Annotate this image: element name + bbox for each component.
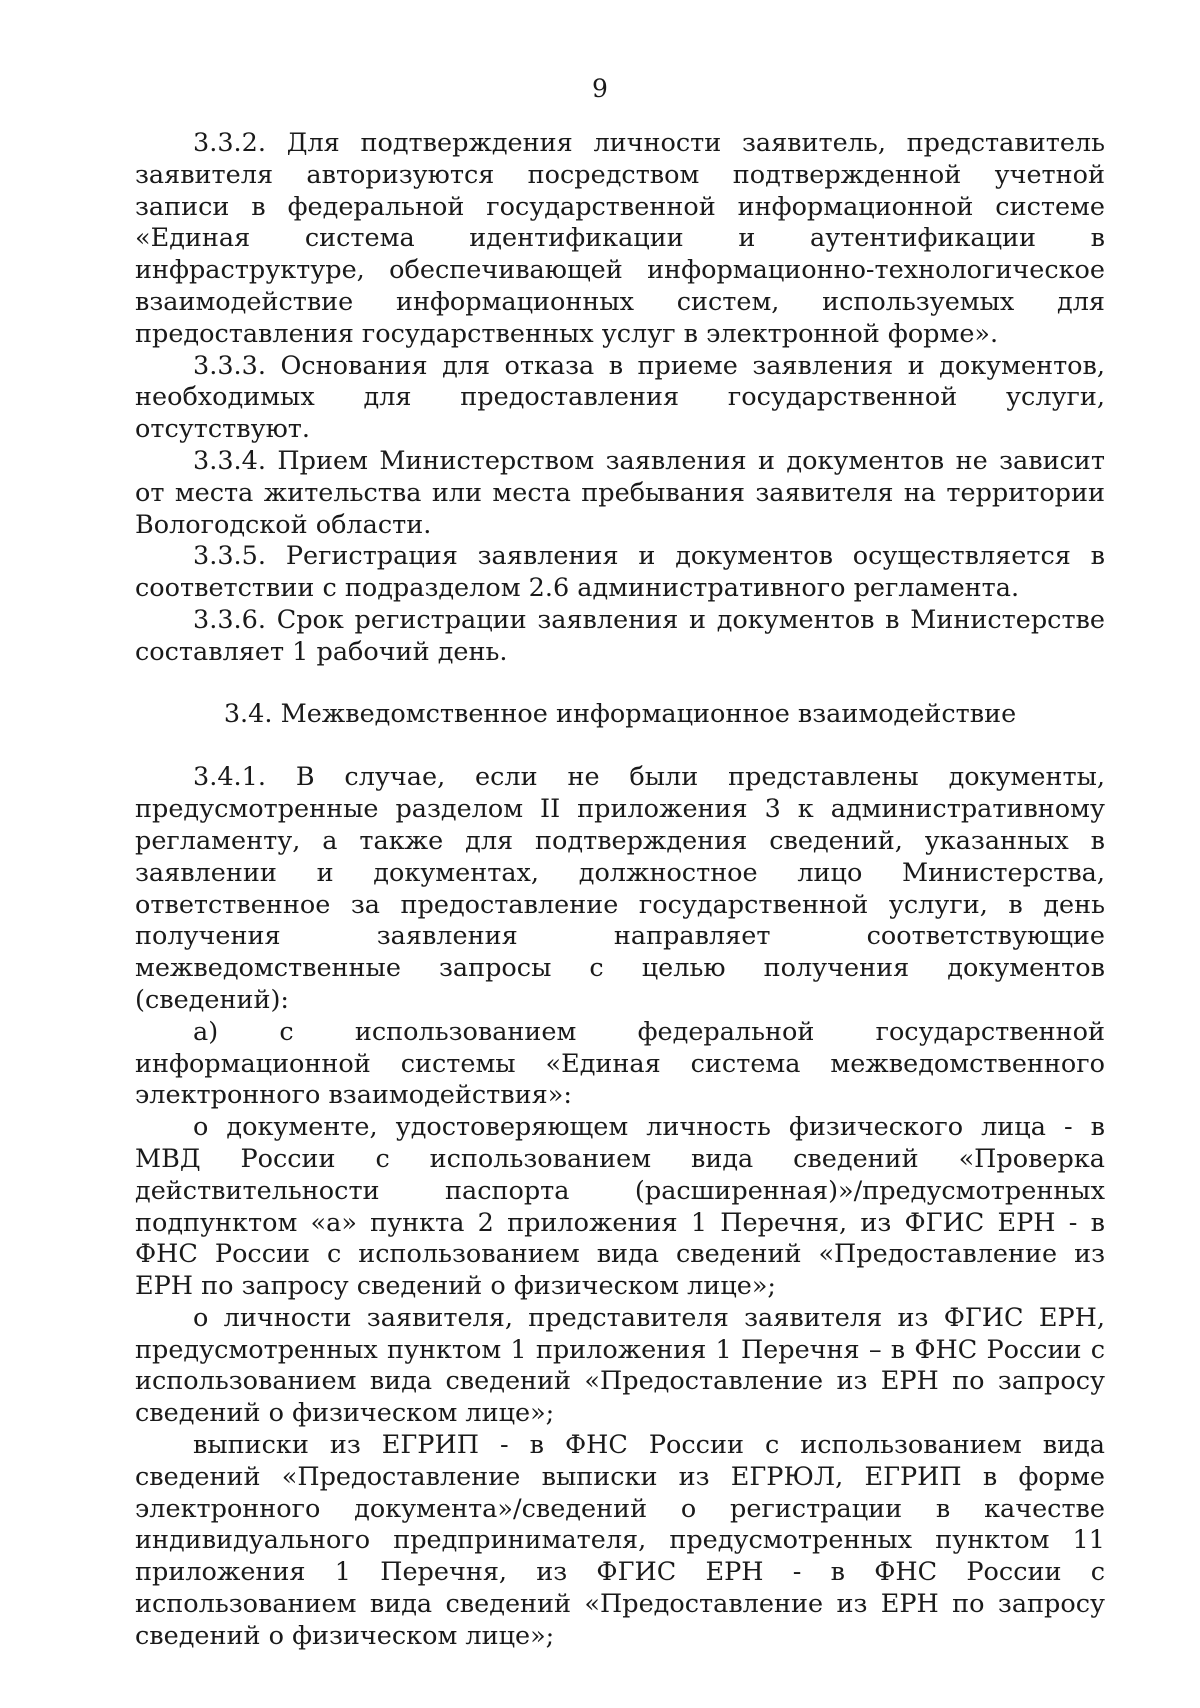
paragraph-egrip-extract: выписки из ЕГРИП - в ФНС России с использованием вида сведений «Предоставление выписки из ЕГРЮЛ, ЕГРИП в форме электронного документа»/сведений о регистрации в качестве индивидуального предпринимателя, предусмотренных пунктом 11 приложения 1 Перечня, из ФГИС ЕРН - в ФНС России с использованием вида сведений «Предоставление из ЕРН по запросу сведений о физическом лице»; [135, 1430, 1105, 1651]
paragraph-3-3-2: 3.3.2. Для подтверждения личности заявитель, представитель заявителя авторизуются посредством подтвержденной учетной записи в федеральной государственной информационной системе «Единая система идентификации и аутентификации в инфраструктуре, обеспечивающей информационно-технологическое взаимодействие информационных систем, используемых для предоставления государственных услуг в электронной форме». [135, 128, 1105, 349]
paragraph-applicant-identity: о личности заявителя, представителя заявителя из ФГИС ЕРН, предусмотренных пунктом 1 приложения 1 Перечня – в ФНС России с использованием вида сведений «Предоставление из ЕРН по запросу сведений о физическом лице»; [135, 1302, 1105, 1429]
section-heading: 3.4. Межведомственное информационное взаимодействие [223, 698, 1017, 729]
paragraph-3-3-3: 3.3.3. Основания для отказа в приеме заявления и документов, необходимых для предоставления государственной услуги, отсутствуют. [135, 350, 1105, 445]
paragraph-3-3-6: 3.3.6. Срок регистрации заявления и документов в Министерстве составляет 1 рабочий день. [135, 604, 1105, 667]
paragraph-identity-document: о документе, удостоверяющем личность физического лица - в МВД России с использованием вида сведений «Проверка действительности паспорта (расширенная)»/предусмотренных подпунктом «а» пункта 2 приложения 1 Перечня, из ФГИС ЕРН - в ФНС России с использованием вида сведений «Предоставление из ЕРН по запросу сведений о физическом лице»; [135, 1112, 1105, 1302]
paragraph-3-3-5: 3.3.5. Регистрация заявления и документов осуществляется в соответствии с подразделом 2.6 административного регламента. [135, 541, 1105, 604]
paragraph-3-3-4: 3.3.4. Прием Министерством заявления и документов не зависит от места жительства или места пребывания заявителя на территории Вологодской области. [135, 445, 1105, 540]
document-body [135, 128, 1105, 1653]
page-number: 9 [592, 74, 608, 103]
paragraph-item-a: а) с использованием федеральной государственной информационной системы «Единая система межведомственного электронного взаимодействия»: [135, 1016, 1105, 1111]
paragraph-3-4-1: 3.4.1. В случае, если не были представлены документы, предусмотренные разделом II приложения 3 к административному регламенту, а также для подтверждения сведений, указанных в заявлении и документах, должностное лицо Министерства, ответственное за предоставление государственной услуги, в день получения заявления направляет соответствующие межведомственные запросы с целью получения документов (сведений): [135, 762, 1105, 1015]
